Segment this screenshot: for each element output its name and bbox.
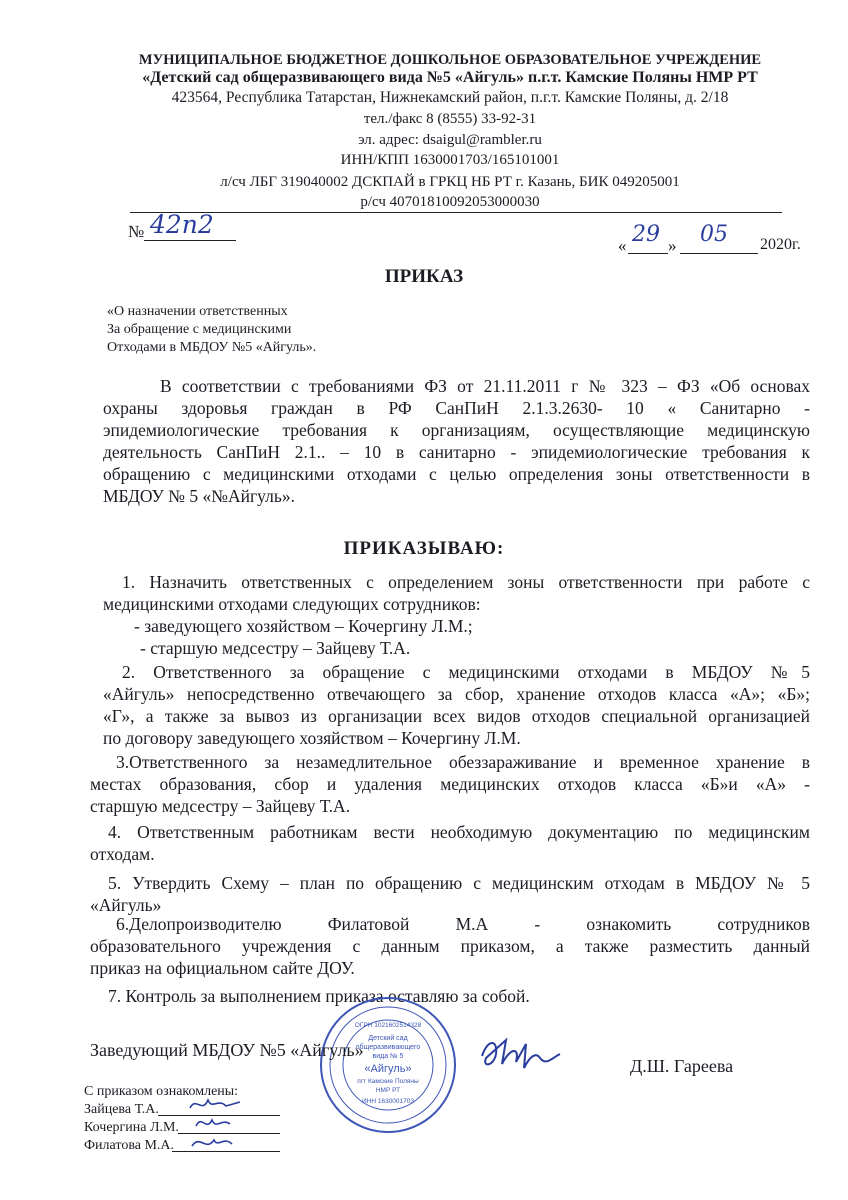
org-phone: тел./факс 8 (8555) 33-92-31 [363,111,537,127]
item4-line-1: 4. Ответственным работникам вести необходимую документацию по медицинским [108,822,810,842]
ack-person-1: Зайцева Т.А. [84,1102,159,1117]
item2-line-2: «Айгуль» непосредственно отвечающего за сбор, хранение отходов класса «А»; «Б»; [103,684,810,704]
subject-line-1: «О назначении ответственных [107,304,288,319]
directive-heading: ПРИКАЗЫВАЮ: [343,538,505,559]
org-inn: ИНН/КПП 1630001703/165101001 [340,152,560,168]
stamp-inn: ИНН 1630001703 [361,1098,415,1105]
official-stamp [318,995,458,1135]
item6-line-2: образовательного учреждения с данным приказом, а также разместить данный [90,936,810,956]
org-account-1: л/сч ЛБГ 319040002 ДСКПАЙ в ГРКЦ НБ РТ г. Казань, БИК 049205001 [220,174,680,190]
item2-line-1: 2. Ответственного за обращение с медицинскими отходами в МБДОУ №5 [122,662,810,682]
director-position: Заведующий МБДОУ №5 «Айгуль» [90,1040,364,1060]
org-name-line2: «Детский сад общеразвивающего вида №5 «Айгуль» п.г.т. Камские Поляны НМР РТ [142,69,758,86]
org-email: эл. адрес: dsaigul@rambler.ru [358,132,542,148]
order-number-handwritten: 42п2 [150,210,214,239]
ack-signatures-icon [186,1088,246,1158]
org-address: 423564, Республика Татарстан, Нижнекамский район, п.г.т. Камские Поляны, д. 2/18 [171,89,729,106]
stamp-line-d: пгт Камские Поляны [357,1078,419,1085]
item7-line: 7. Контроль за выполнением приказа оставляю за собой. [108,986,530,1006]
ack-person-3: Филатова М.А. [84,1138,175,1153]
preamble-line-4: деятельность СанПиН 2.1.. – 10 в санитарно - эпидемиологические требования к [103,442,810,462]
ack-person-2: Кочергина Л.М. [84,1120,179,1135]
subject-line-3: Отходами в МБДОУ №5 «Айгуль». [107,340,317,355]
date-day-line [628,253,668,254]
date-close-quote: » [668,236,677,255]
header-divider [130,212,782,213]
org-name-line1: МУНИЦИПАЛЬНОЕ БЮДЖЕТНОЕ ДОШКОЛЬНОЕ ОБРАЗОВАТЕЛЬНОЕ УЧРЕЖДЕНИЕ [138,52,762,68]
org-account-2: р/сч 40701810092053000030 [360,194,540,210]
date-month: 05 [700,222,728,247]
item1-line-4: - старшую медсестру – Зайцеву Т.А. [140,638,411,658]
stamp-line-a: Детский сад [368,1035,408,1042]
item4-line-2: отходам. [90,844,155,864]
document-title: ПРИКАЗ [384,266,464,287]
item6-line-3: приказ на официальном сайте ДОУ. [90,958,355,978]
preamble-first-line: В соответствии с требованиями ФЗ от 21.11.2011 г № 323 – ФЗ «Об основах [160,376,810,396]
item5-line-1: 5. Утвердить Схему – план по обращению с медицинским отходам в МБДОУ № 5 [108,873,810,893]
preamble-line-3: эпидемиологические требования к организациям, осуществляющие медицинскую [103,420,810,440]
item5-line-2: «Айгуль» [90,895,162,915]
date-open-quote: « [618,236,627,255]
order-number-prefix: № [128,222,145,241]
director-name: Д.Ш. Гареева [630,1056,734,1076]
date-year: 2020г. [760,236,801,253]
subject-line-2: За обращение с медицинскими [107,322,292,337]
preamble-last-line: МБДОУ № 5 «№Айгуль». [103,486,295,506]
stamp-line-e: НМР РТ [375,1087,401,1094]
item3-line-2: местах образования, сбор и удаления медицинских отходов класса «Б»и «А» - [90,774,810,794]
order-number-line [144,240,236,241]
date-month-line [680,253,758,254]
stamp-ogrn: ОГРН 1021602514328 [354,1022,422,1029]
order-subject [107,303,316,357]
item2-line-3: «Г», а также за вывоз из организации всех видов отходов специальной организацией [103,706,810,726]
stamp-name: «Айгуль» [364,1063,412,1075]
item6-line-1: 6.Делопроизводителю Филатовой М.А - ознакомить сотрудников [116,914,810,934]
stamp-line-b: общеразвивающего [355,1044,421,1051]
item1-line-2: медицинскими отходами следующих сотрудников: [103,594,481,614]
item3-line-3: старшую медсестру – Зайцеву Т.А. [90,796,351,816]
item1-line-3: - заведующего хозяйством – Кочергину Л.М.; [134,616,473,636]
preamble-line-2: охраны здоровья граждан в РФ СанПиН 2.1.3.2630- 10 « Санитарно - [103,398,810,418]
item1-line-1: 1. Назначить ответственных с определением зоны ответственности при работе с [122,572,810,592]
acknowledgment-title: С приказом ознакомлены: [84,1084,239,1099]
item3-line-1: 3.Ответственного за незамедлительное обеззараживание и временное хранение в [116,752,810,772]
preamble-line-5: обращению с медицинскими отходами с целью определения зоны ответственности в [103,464,810,484]
director-signature-icon [476,1028,566,1078]
item2-line-4: по договору заведующего хозяйством – Кочергину Л.М. [103,728,521,748]
date-day: 29 [632,222,660,247]
stamp-line-c: вида № 5 [372,1053,404,1060]
